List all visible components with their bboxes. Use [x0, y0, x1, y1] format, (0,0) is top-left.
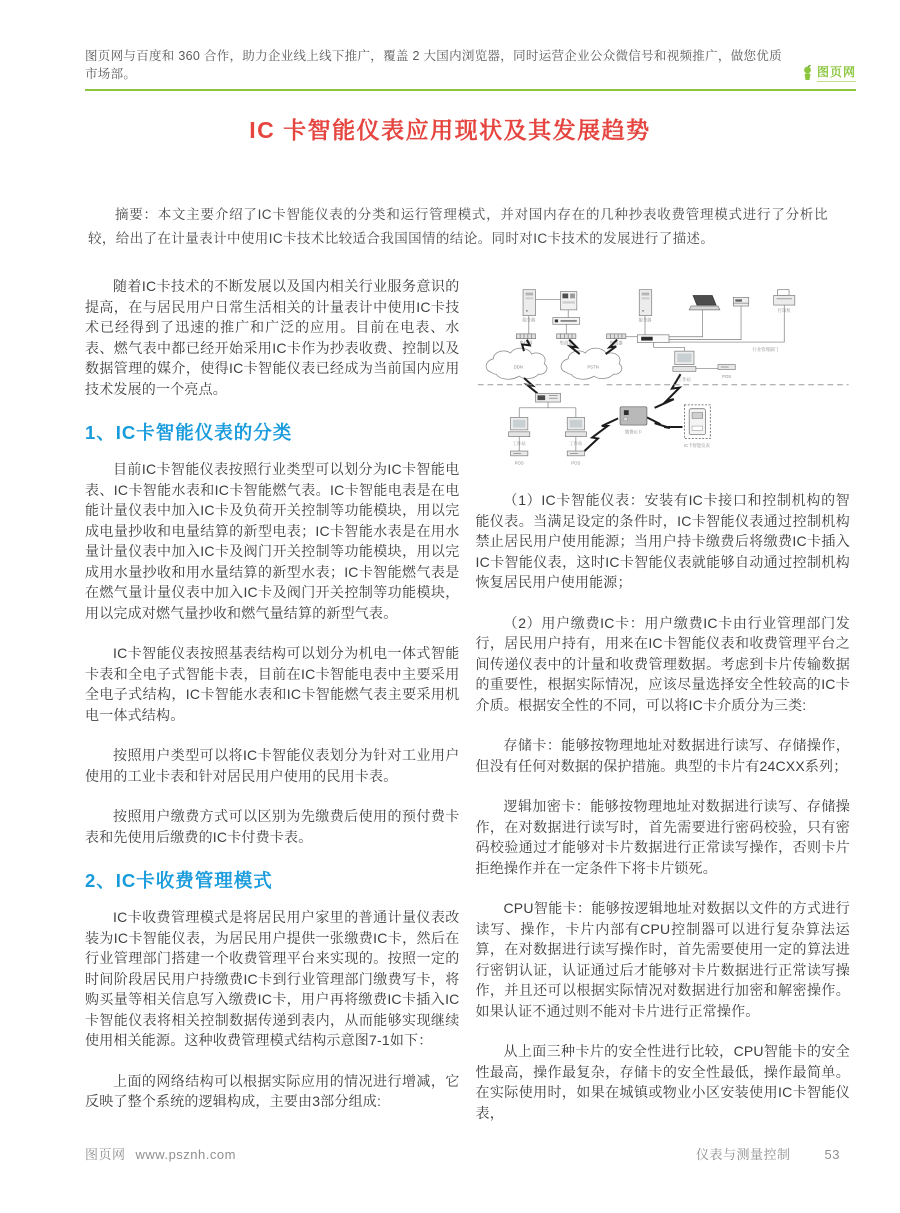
sprout-mascot-icon: [800, 65, 815, 81]
abstract-paragraph: 摘要：本文主要介绍了IC卡智能仪表的分类和运行管理模式，并对国内存在的几种抄表收费管理模式进行了分析比较，给出了在计量表计中使用IC卡技术比较适合我国国情的结论。同时对IC卡技术的发展进行了描述。: [88, 207, 828, 246]
pos-terminal-icon: [567, 451, 584, 456]
laptop-icon: [689, 295, 720, 309]
workstation-icon: [508, 417, 529, 436]
payment-card-paragraph: （2）用户缴费IC卡：用户缴费IC卡由行业管理部门发行，居民用户持有，用来在IC卡智能仪表和收费管理平台之间传递仪表中的计量和收费管理数据。考虑到卡片传输数据的重要性，根据实际情况，应该尽量选择安全性较高的IC卡介质。根据安全性的不同，可以将IC卡介质分为三类:: [475, 614, 850, 713]
svg-text:服务器: 服务器: [638, 317, 651, 323]
logo-text: 图页网: [817, 63, 856, 82]
right-column: [476, 276, 851, 1143]
page-footer: [85, 1144, 840, 1163]
payment-mode-paragraph: 按照用户缴费方式可以区别为先缴费后使用的预付费卡表和先使用后缴费的IC卡付费卡表。: [85, 808, 460, 845]
svg-text:缴费IC卡: 缴费IC卡: [624, 429, 642, 435]
svg-text:工作站: 工作站: [512, 441, 526, 447]
footer-site-url: www.psznh.com: [135, 1147, 236, 1162]
intro-paragraph: 随着IC卡技术的不断发展以及国内相关行业服务意识的提高，在与居民用户日常生活相关的计量表计中使用IC卡技术已经得到了迅速的推广和广泛的应用。目前在电表、水表、燃气表中都已经开始采用IC卡作为抄表收费、控制以及数据管理的媒介，使得IC卡智能仪表已经成为当前国内应用技术发展的一个亮点。: [85, 278, 460, 397]
ic-card-icon: [620, 407, 647, 425]
switch-icon: [637, 335, 669, 343]
svg-text:集线器: 集线器: [518, 340, 532, 346]
site-logo: [800, 63, 856, 82]
industry-types-paragraph: 目前IC卡智能仪表按照行业类型可以划分为IC卡智能电表、IC卡智能水表和IC卡智能燃气表。IC卡智能电表是在电能计量仪表中加入IC卡及负荷开关控制等功能模块，用以完成电量抄收和电量结算的新型电表；IC卡智能水表是在用水量计量仪表中加入IC卡及阀门开关控制等功能模块，用以完成用水量抄收和用水量结算的新型水表；IC卡智能燃气表是在燃气量计量仪表中加入IC卡及阀门开关控制等功能模块，用以完成对燃气量抄收和燃气量结算的新型气表。: [85, 461, 460, 621]
svg-text:打印机: 打印机: [777, 307, 791, 313]
section-2-heading: 2、IC卡收费管理模式: [85, 870, 273, 891]
server-icon: [639, 290, 651, 316]
memory-card-paragraph: 存储卡：能够按物理地址对数据进行读写、存储操作，但没有任何对数据的保护措施。典型的卡片有24CXX系列；: [475, 737, 850, 774]
network-structure-diagram: [476, 278, 851, 480]
section-1-heading: 1、IC卡智能仪表的分类: [85, 422, 293, 443]
promo-header: [85, 46, 856, 91]
svg-text:服务器: 服务器: [521, 317, 535, 323]
comm-link-bolt: [524, 378, 537, 393]
hub-icon: [606, 334, 625, 339]
logic-encryption-card-paragraph: 逻辑加密卡：能够按物理地址对数据进行读写、存储操作，在对数据进行读写时，首先需要进行密码校验，只有密码校验通过才能够对卡片数据进行正常读写操作，否则卡片拒绝操作并在一定条件下将卡片锁死。: [475, 798, 850, 876]
workstation-icon: [565, 417, 586, 436]
terminal-icon: [560, 292, 576, 310]
cpu-card-paragraph: CPU智能卡：能够按逻辑地址对数据以文件的方式进行读写、操作，卡片内部有CPU控制器可以进行复杂算法运算，在对数据进行读写操作时，首先需要使用一定的算法进行密钥认证，认证通过后才能够对卡片数据进行正常读写操作，并且还可以根据实际情况对数据进行加密和解密操作。如果认证不通过则不能对卡片进行正常操作。: [475, 900, 850, 1019]
footer-site-name: 图页网: [85, 1147, 126, 1162]
svg-text:PSTN: PSTN: [586, 364, 599, 370]
left-column: [85, 276, 460, 1143]
meter-structure-paragraph: IC卡智能仪表按照基表结构可以划分为机电一体式智能卡表和全电子式智能卡表，目前在IC卡智能电表中主要采用全电子式结构，IC卡智能水表和IC卡智能燃气表主要采用机电一体式结构。: [85, 645, 460, 723]
comm-link-bolt: [584, 418, 618, 451]
svg-text:POS: POS: [721, 374, 731, 380]
modem-icon: [552, 318, 579, 325]
footer-journal-name: 仪表与测量控制: [696, 1147, 791, 1162]
comm-link-bolt: [646, 417, 682, 428]
svg-text:工作站: 工作站: [677, 376, 691, 382]
workstation-icon: [672, 351, 695, 371]
footer-journal-info: [662, 1144, 840, 1163]
hub-icon: [516, 334, 535, 339]
page-title: IC 卡智能仪表应用现状及其发展趋势: [249, 117, 651, 143]
svg-text:集线器: 集线器: [609, 340, 623, 346]
server-icon: [523, 290, 535, 316]
svg-text:工作站: 工作站: [568, 441, 582, 447]
svg-text:行业管理部门: 行业管理部门: [752, 347, 778, 353]
footer-page-number: 53: [824, 1147, 840, 1162]
smart-meter-icon: [684, 405, 710, 439]
comm-link-bolt: [654, 374, 680, 408]
article-body: [85, 276, 850, 1143]
pos-terminal-icon: [717, 365, 734, 370]
charging-mode-paragraph: IC卡收费管理模式是将居民用户家里的普通计量仪表改装为IC卡智能仪表，为居民用户提供一张缴费IC卡，然后在行业管理部门搭建一个收费管理平台来实现的。按照一定的时间阶段居民用户持缴费IC卡到行业管理部门缴费写卡，将购买量等相关信息写入缴费IC卡，用户再将缴费IC卡插入IC卡智能仪表将相关控制数据传递到表内，从而能够实现继续使用相关能源。这种收费管理模式结构示意图7-1如下：: [85, 909, 460, 1048]
svg-text:POS: POS: [514, 460, 524, 466]
card-reader-icon: [733, 297, 748, 306]
printer-icon: [773, 290, 794, 305]
security-comparison-paragraph: 从上面三种卡片的安全性进行比较，CPU智能卡的安全性最高，操作最复杂，存储卡的安全性最低，操作最简单。在实际使用时，如果在城镇或物业小区安装使用IC卡智能仪表，: [475, 1043, 850, 1121]
promo-text: 图页网与百度和 360 合作，助力企业线上线下推广，覆盖 2 大国内浏览器，同时运营企业公众微信号和视频推广，做您优质市场部。: [85, 49, 782, 81]
smart-meter-paragraph: （1）IC卡智能仪表：安装有IC卡接口和控制机构的智能仪表。当满足设定的条件时，IC卡智能仪表通过控制机构禁止居民用户使用能源；当用户持卡缴费后将缴费IC卡插入IC卡智能仪表，这时IC卡智能仪表就能够自动通过控制机构恢复居民用户使用能源；: [475, 492, 850, 590]
svg-text:IC卡智能仪表: IC卡智能仪表: [683, 443, 710, 449]
network-structure-paragraph: 上面的网络结构可以根据实际应用的情况进行增减，它反映了整个系统的逻辑构成，主要由3部分组成:: [85, 1072, 460, 1109]
svg-text:集线器: 集线器: [559, 340, 573, 346]
pos-terminal-icon: [510, 451, 527, 456]
footer-site-info: [85, 1144, 246, 1163]
router-icon: [535, 393, 560, 402]
hub-icon: [556, 334, 575, 339]
svg-text:DDN: DDN: [513, 364, 523, 370]
svg-text:POS: POS: [570, 460, 580, 466]
user-type-paragraph: 按照用户类型可以将IC卡智能仪表划分为针对工业用户使用的工业卡表和针对居民用户使用的民用卡表。: [85, 747, 460, 784]
